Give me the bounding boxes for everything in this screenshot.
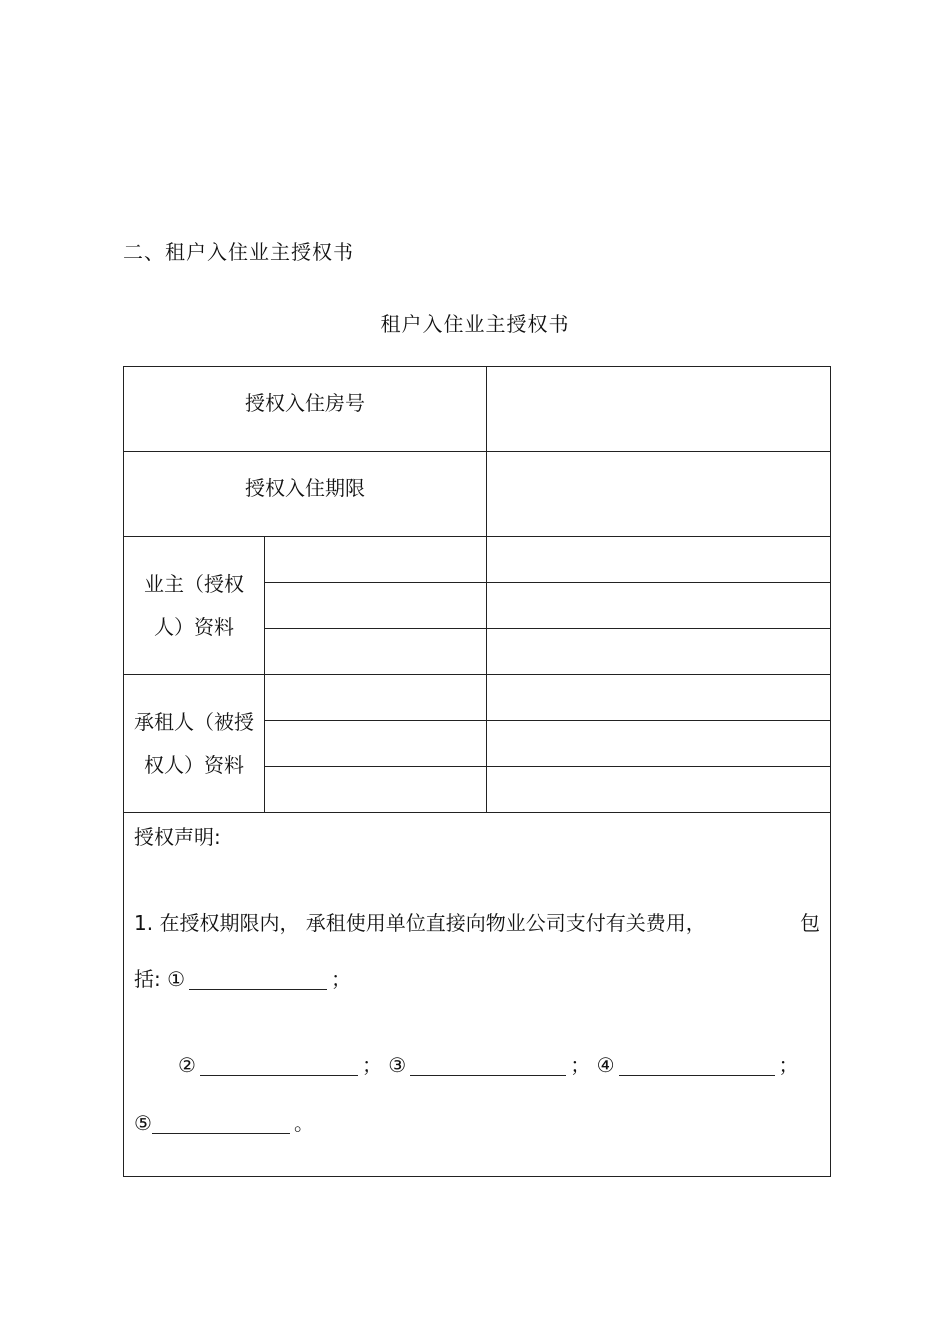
tenant-field-1a[interactable] [265, 675, 487, 721]
owner-field-3a[interactable] [265, 629, 487, 675]
statement-heading: 授权声明: [134, 825, 221, 849]
period-label: 授权入住期限 [124, 452, 487, 537]
marker-3: ③ [388, 1053, 407, 1077]
blank-3[interactable] [410, 1055, 566, 1076]
owner-info-label: 业主（授权人）资料 [124, 537, 265, 675]
authorization-form-table [123, 366, 831, 1177]
room-number-label: 授权入住房号 [124, 367, 487, 452]
owner-field-2b[interactable] [487, 583, 831, 629]
period-mark: 。 [293, 1111, 314, 1135]
statement-item-1-cont [134, 963, 820, 991]
blank-1[interactable] [189, 969, 327, 990]
item1-text: 1. 在授权期限内， 承租使用单位直接向物业公司支付有关费用， [134, 911, 706, 935]
semicolon: ； [778, 1053, 799, 1077]
owner-field-2a[interactable] [265, 583, 487, 629]
item1-text-end: 包 [800, 911, 820, 935]
blank-2[interactable] [200, 1055, 358, 1076]
tenant-field-2b[interactable] [487, 721, 831, 767]
statement-item-5 [134, 1107, 820, 1135]
tenant-field-3a[interactable] [265, 767, 487, 813]
semicolon: ； [331, 967, 352, 991]
marker-2: ② [178, 1053, 196, 1077]
tenant-info-label: 承租人（被授权人）资料 [124, 675, 265, 813]
document-title: 租户入住业主授权书 [380, 312, 570, 336]
statement-item-1 [134, 907, 820, 935]
semicolon: ； [570, 1053, 591, 1077]
owner-field-3b[interactable] [487, 629, 831, 675]
authorization-statement [124, 813, 831, 1177]
semicolon: ； [361, 1053, 382, 1077]
tenant-field-1b[interactable] [487, 675, 831, 721]
statement-blanks-row [134, 1049, 820, 1077]
section-heading: 二、租户入住业主授权书 [123, 240, 354, 264]
tenant-field-3b[interactable] [487, 767, 831, 813]
room-number-field[interactable] [487, 367, 831, 452]
owner-field-1a[interactable] [265, 537, 487, 583]
blank-4[interactable] [619, 1055, 775, 1076]
period-field[interactable] [487, 452, 831, 537]
tenant-field-2a[interactable] [265, 721, 487, 767]
marker-4: ④ [596, 1053, 615, 1077]
owner-field-1b[interactable] [487, 537, 831, 583]
marker-5: ⑤ [134, 1111, 152, 1135]
item1-cont-text: 括: ① [134, 967, 186, 991]
blank-5[interactable] [152, 1113, 290, 1134]
